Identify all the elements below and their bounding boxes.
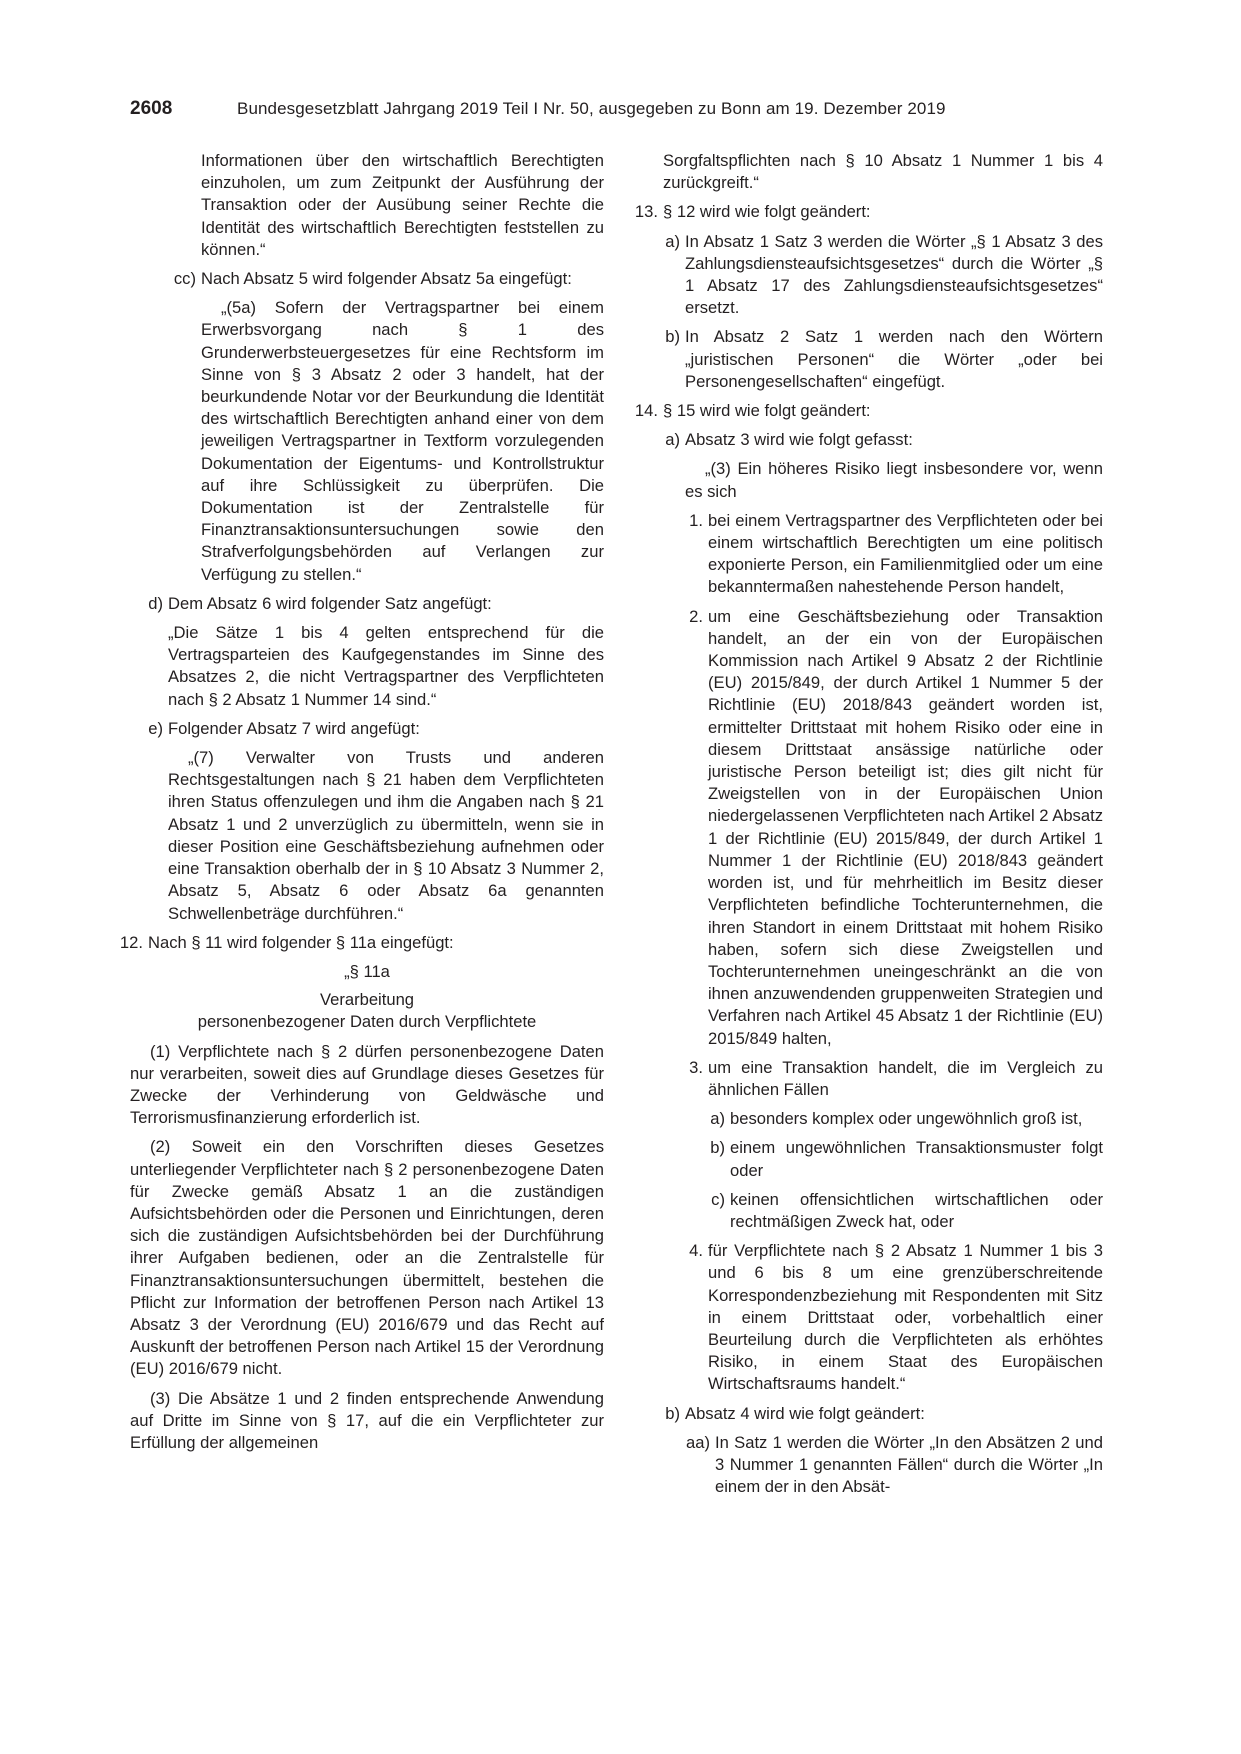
item-text: um eine Geschäftsbeziehung oder Transaktion handelt, an der ein von der Europäischen Kommission nach Artikel 9 Absatz 2 der Richtlinie (EU) 2015/849, der durch Artikel 1 Nummer 5 der Richtlinie (EU) 2018/843 geändert worden ist, ermittelter Drittstaat mit hohem Risiko oder eine in diesem Drittstaat ansässige natürliche oder juristische Person beteiligt ist; dies gilt nicht für Zweigstellen von in der Europäischen Union niedergelassenen Verpflichteten nach Artikel 2 Absatz 1 der Richtlinie (EU) 2015/849, der durch Artikel 1 Nummer 1 der Richtlinie (EU) 2018/843 geändert worden ist, und für mehrheitlich im Besitz dieser Verpflichteten befindliche Tochterunternehmen, die ihren Standort in einem Drittstaat mit hohem Risiko haben, sofern sich diese Zweigstellen und Tochterunternehmen uneingeschränkt an die von ihnen anzuwendenden gruppenweiten Strategien und Verfahren nach Artikel 45 Absatz 1 der Richtlinie (EU) 2015/849 halten,: [708, 606, 1103, 1048]
item-label: aa): [686, 1432, 710, 1452]
item-number-1: [685, 510, 1103, 599]
continuation-text: Sorgfaltspflichten nach § 10 Absatz 1 Nummer 1 bis 4 zurückgreift.“: [663, 151, 1103, 193]
item-e: [130, 718, 604, 740]
item-label: 2.: [689, 606, 703, 626]
section-subtitle: personenbezogener Daten durch Verpflichtete: [197, 1012, 537, 1032]
item-label: e): [148, 718, 163, 738]
item-label: 4.: [689, 1241, 703, 1261]
paragraph-2: (2) Soweit ein den Vorschriften dieses Gesetzes unterliegender Verpflichteter nach § 2 personenbezogene Daten für Zwecke gemäß Absatz 1 an die zuständigen Aufsichtsbehörden oder die Personen und Einrichtungen, deren sich die zuständigen Aufsichtsbehörden bei der Durchführung ihrer Aufgaben bedienen, oder an die Zentralstelle für Finanztransaktionsuntersuchungen übermittelt, bestehen die Pflicht zur Information der betroffenen Person nach Artikel 13 Absatz 3 der Verordnung (EU) 2016/679 und das Recht auf Auskunft der betroffenen Person nach Artikel 15 der Verordnung (EU) 2016/679 nicht.: [130, 1137, 604, 1379]
item-label: 14.: [634, 401, 658, 421]
left-column: [119, 150, 604, 1461]
item-number-3-b: [708, 1137, 1103, 1181]
item-label: a): [665, 430, 680, 450]
item-14-b-aa: [685, 1432, 1103, 1499]
item-text: um eine Transaktion handelt, die im Vergleich zu ähnlichen Fällen: [708, 1057, 1103, 1099]
item-text: Absatz 4 wird wie folgt geändert:: [685, 1403, 925, 1423]
item-14-a: [663, 429, 1103, 451]
section-number: „§ 11a: [344, 961, 390, 981]
item-text: für Verpflichtete nach § 2 Absatz 1 Nummer 1 bis 3 und 6 bis 8 um eine grenzüberschreitende Korrespondenzbeziehung mit Respondenten mit Sitz in einem Drittstaat oder, vorbehaltlich einer Beurteilung durch die Verpflichteten als erhöhtes Risiko, in einem Staat des Europäischen Wirtschaftsraums handelt.“: [708, 1241, 1103, 1394]
item-label: cc): [173, 269, 196, 289]
item-text: Dem Absatz 6 wird folgender Satz angefügt:: [168, 593, 492, 613]
item-text: Folgender Absatz 7 wird angefügt:: [168, 718, 420, 738]
continuation-text: Informationen über den wirtschaftlich Berechtigten einzuholen, um zum Zeitpunkt der Ausführung der Transaktion oder der Ausübung seiner Rechte die Identität des wirtschaftlich Berechtigten feststellen zu können.“: [201, 151, 604, 259]
item-text: Absatz 3 wird wie folgt gefasst:: [685, 430, 913, 450]
item-label: b): [665, 1403, 680, 1423]
item-13: [630, 201, 1103, 223]
item-12: [115, 932, 604, 954]
item-14-b: [663, 1403, 1103, 1425]
item-label: 3.: [689, 1057, 703, 1077]
item-label: 12.: [119, 932, 143, 952]
item-number-3-a: [708, 1108, 1103, 1130]
item-label: 13.: [634, 202, 658, 222]
item-text: In Absatz 1 Satz 3 werden die Wörter „§ 1 Absatz 3 des Zahlungsdiensteaufsichtsgesetzes“ durch die Wörter „§ 1 Absatz 17 des Zahlungsdiensteaufsichtsgesetzes“ ersetzt.: [685, 231, 1103, 318]
item-text: besonders komplex oder ungewöhnlich groß ist,: [730, 1109, 1083, 1129]
item-label: 1.: [689, 510, 703, 530]
item-text: Nach Absatz 5 wird folgender Absatz 5a eingefügt:: [201, 269, 572, 289]
quote-satz: „Die Sätze 1 bis 4 gelten entsprechend für die Vertragsparteien des Kaufgegenstandes im Sinne des Absatzes 2, die nicht Vertragspartner des Verpflichteten nach § 2 Absatz 1 Nummer 14 sind.“: [168, 623, 604, 709]
item-text: Nach § 11 wird folgender § 11a eingefügt:: [148, 932, 454, 952]
page-header: [130, 98, 1120, 124]
right-column: [630, 150, 1103, 1505]
paragraph-3: (3) Die Absätze 1 und 2 finden entsprechende Anwendung auf Dritte im Sinne von § 17, auf die ein Verpflichteter zur Erfüllung der allgemeinen: [130, 1388, 604, 1452]
quote-absatz-3: „(3) Ein höheres Risiko liegt insbesondere vor, wenn es sich: [685, 459, 1103, 501]
running-head: Bundesgesetzblatt Jahrgang 2019 Teil I Nr. 50, ausgegeben zu Bonn am 19. Dezember 2019: [237, 99, 946, 118]
item-label: b): [665, 327, 680, 347]
item-text: keinen offensichtlichen wirtschaftlichen oder rechtmäßigen Zweck hat, oder: [730, 1189, 1103, 1231]
item-number-4: [685, 1240, 1103, 1395]
quote-absatz-7: „(7) Verwalter von Trusts und anderen Rechtsgestaltungen nach § 21 haben dem Verpflichteten ihren Status offenzulegen und ihm die Angaben nach § 21 Absatz 1 und 2 unverzüglich zu übermitteln, wenn sie in dieser Position eine Geschäftsbeziehung aufnehmen oder eine Transaktion oberhalb der in § 10 Absatz 3 Nummer 2, Absatz 5, Absatz 6 oder Absatz 6a genannten Schwellenbeträge durchführen.“: [168, 748, 604, 923]
item-label: c): [711, 1189, 725, 1209]
item-text: einem ungewöhnlichen Transaktionsmuster folgt oder: [730, 1138, 1103, 1180]
item-number-3: [685, 1057, 1103, 1101]
item-label: a): [665, 231, 680, 251]
item-d: [130, 593, 604, 615]
item-label: a): [710, 1109, 725, 1129]
section-title: Verarbeitung: [319, 990, 415, 1010]
item-text: In Satz 1 werden die Wörter „In den Absätzen 2 und 3 Nummer 1 genannten Fällen“ durch die Wörter „In einem der in den Absät-: [715, 1432, 1103, 1497]
item-13-a: [663, 231, 1103, 320]
item-number-3-c: [708, 1189, 1103, 1233]
item-text: In Absatz 2 Satz 1 werden nach den Wörtern „juristischen Personen“ die Wörter „oder bei Personengesellschaften“ eingefügt.: [685, 327, 1103, 391]
item-label: d): [148, 593, 163, 613]
item-13-b: [663, 326, 1103, 393]
item-14: [630, 400, 1103, 422]
quote-absatz-5a: „(5a) Sofern der Vertragspartner bei einem Erwerbsvorgang nach § 1 des Grunderwerbsteuergesetzes für eine Rechtsform im Sinne von § 3 Absatz 2 oder 3 handelt, hat der beurkundende Notar vor der Beurkundung die Identität des wirtschaftlich Berechtigten anhand einer von dem jeweiligen Vertragspartner in Textform vorzulegenden Dokumentation der Eigentums- und Kontrollstruktur auf ihre Schlüssigkeit zu überprüfen. Die Dokumentation ist der Zentralstelle für Finanztransaktionsuntersuchungen sowie den Strafverfolgungsbehörden auf Verlangen zur Verfügung zu stellen.“: [201, 298, 604, 584]
item-number-2: [685, 606, 1103, 1050]
paragraph-1: (1) Verpflichtete nach § 2 dürfen personenbezogene Daten nur verarbeiten, soweit dies auf Grundlage dieses Gesetzes für Zwecke der Verhinderung von Geldwäsche und Terrorismusfinanzierung erforderlich ist.: [130, 1041, 604, 1128]
item-text: § 12 wird wie folgt geändert:: [663, 202, 871, 222]
item-text: bei einem Vertragspartner des Verpflichteten oder bei einem wirtschaftlich Berechtigten um eine politisch exponierte Person, ein Familienmitglied oder um eine bekanntermaßen nahestehende Person handelt,: [708, 510, 1103, 597]
item-label: b): [710, 1138, 725, 1158]
page-number: 2608: [130, 98, 173, 119]
item-cc: [168, 268, 604, 290]
item-text: § 15 wird wie folgt geändert:: [663, 401, 871, 421]
